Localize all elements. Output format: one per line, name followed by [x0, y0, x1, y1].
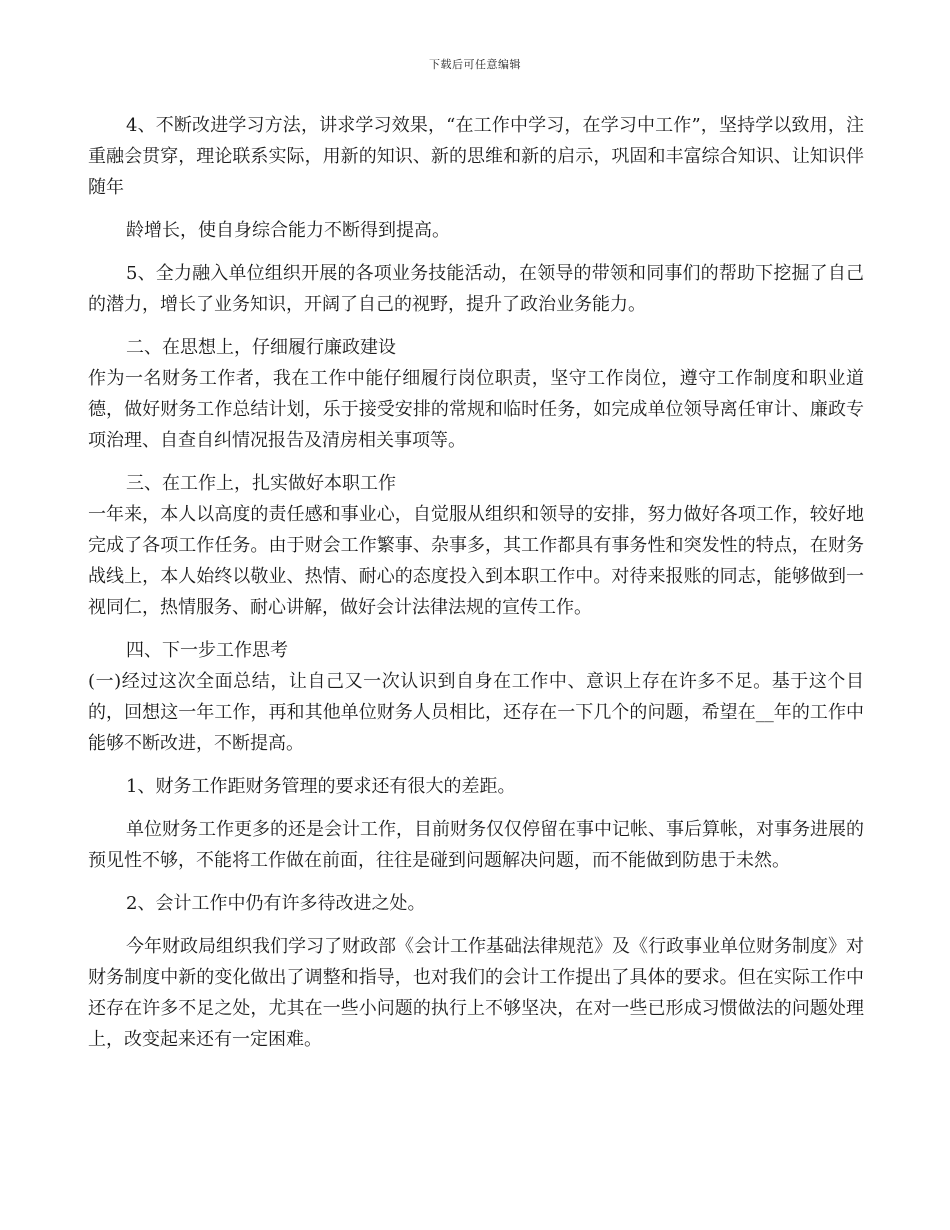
paragraph-1: 4、不断改进学习方法，讲求学习效果，“在工作中学习，在学习中工作”，坚持学以致用，注重融会贯穿，理论联系实际，用新的知识、新的思维和新的启示，巩固和丰富综合知识、让知识伴随年	[88, 115, 864, 198]
section-heading-2: 二、在思想上，仔细履行廉政建设	[126, 337, 396, 358]
section-heading-4: 四、下一步工作思考	[126, 640, 288, 661]
page-header-note: 下载后可任意编辑	[429, 58, 521, 71]
paragraph-3: 5、全力融入单位组织开展的各项业务技能活动，在领导的带领和同事们的帮助下挖掘了自己的潜力，增长了业务知识，开阔了自己的视野，提升了政治业务能力。	[88, 263, 864, 315]
section-heading-3: 三、在工作上，扎实做好本职工作	[126, 473, 396, 494]
paragraph-9: 2、会计工作中仍有许多待改进之处。	[126, 893, 426, 914]
paragraph-4: 作为一名财务工作者，我在工作中能仔细履行岗位职责，坚守工作岗位，遵守工作制度和职业道德，做好财务工作总结计划，乐于接受安排的常规和临时任务，如完成单位领导离任审计、廉政专项治理、自查自纠情况报告及清房相关事项等。	[88, 368, 864, 451]
paragraph-7: 1、财务工作距财务管理的要求还有很大的差距。	[126, 776, 516, 797]
paragraph-2: 龄增长，使自身综合能力不断得到提高。	[126, 220, 450, 241]
document-body	[88, 110, 864, 1067]
paragraph-6: (一)经过这次全面总结，让自己又一次认识到自身在工作中、意识上存在许多不足。基于这个目的，回想这一年工作，再和其他单位财务人员相比，还存在一下几个的问题，希望在__年的工作中能够不断改进，不断提高。	[88, 671, 864, 754]
paragraph-5: 一年来，本人以高度的责任感和事业心，自觉服从组织和领导的安排，努力做好各项工作，较好地完成了各项工作任务。由于财会工作繁事、杂事多，其工作都具有事务性和突发性的特点，在财务战线上，本人始终以敬业、热情、耐心的态度投入到本职工作中。对待来报账的同志，能够做到一视同仁，热情服务、耐心讲解，做好会计法律法规的宣传工作。	[88, 504, 864, 618]
paragraph-10: 今年财政局组织我们学习了财政部《会计工作基础法律规范》及《行政事业单位财务制度》对财务制度中新的变化做出了调整和指导，也对我们的会计工作提出了具体的要求。但在实际工作中还存在许多不足之处，尤其在一些小问题的执行上不够坚决，在对一些已形成习惯做法的问题处理上，改变起来还有一定困难。	[88, 936, 864, 1050]
paragraph-8: 单位财务工作更多的还是会计工作，目前财务仅仅停留在事中记帐、事后算帐，对事务进展的预见性不够，不能将工作做在前面，往往是碰到问题解决问题，而不能做到防患于未然。	[88, 819, 864, 871]
